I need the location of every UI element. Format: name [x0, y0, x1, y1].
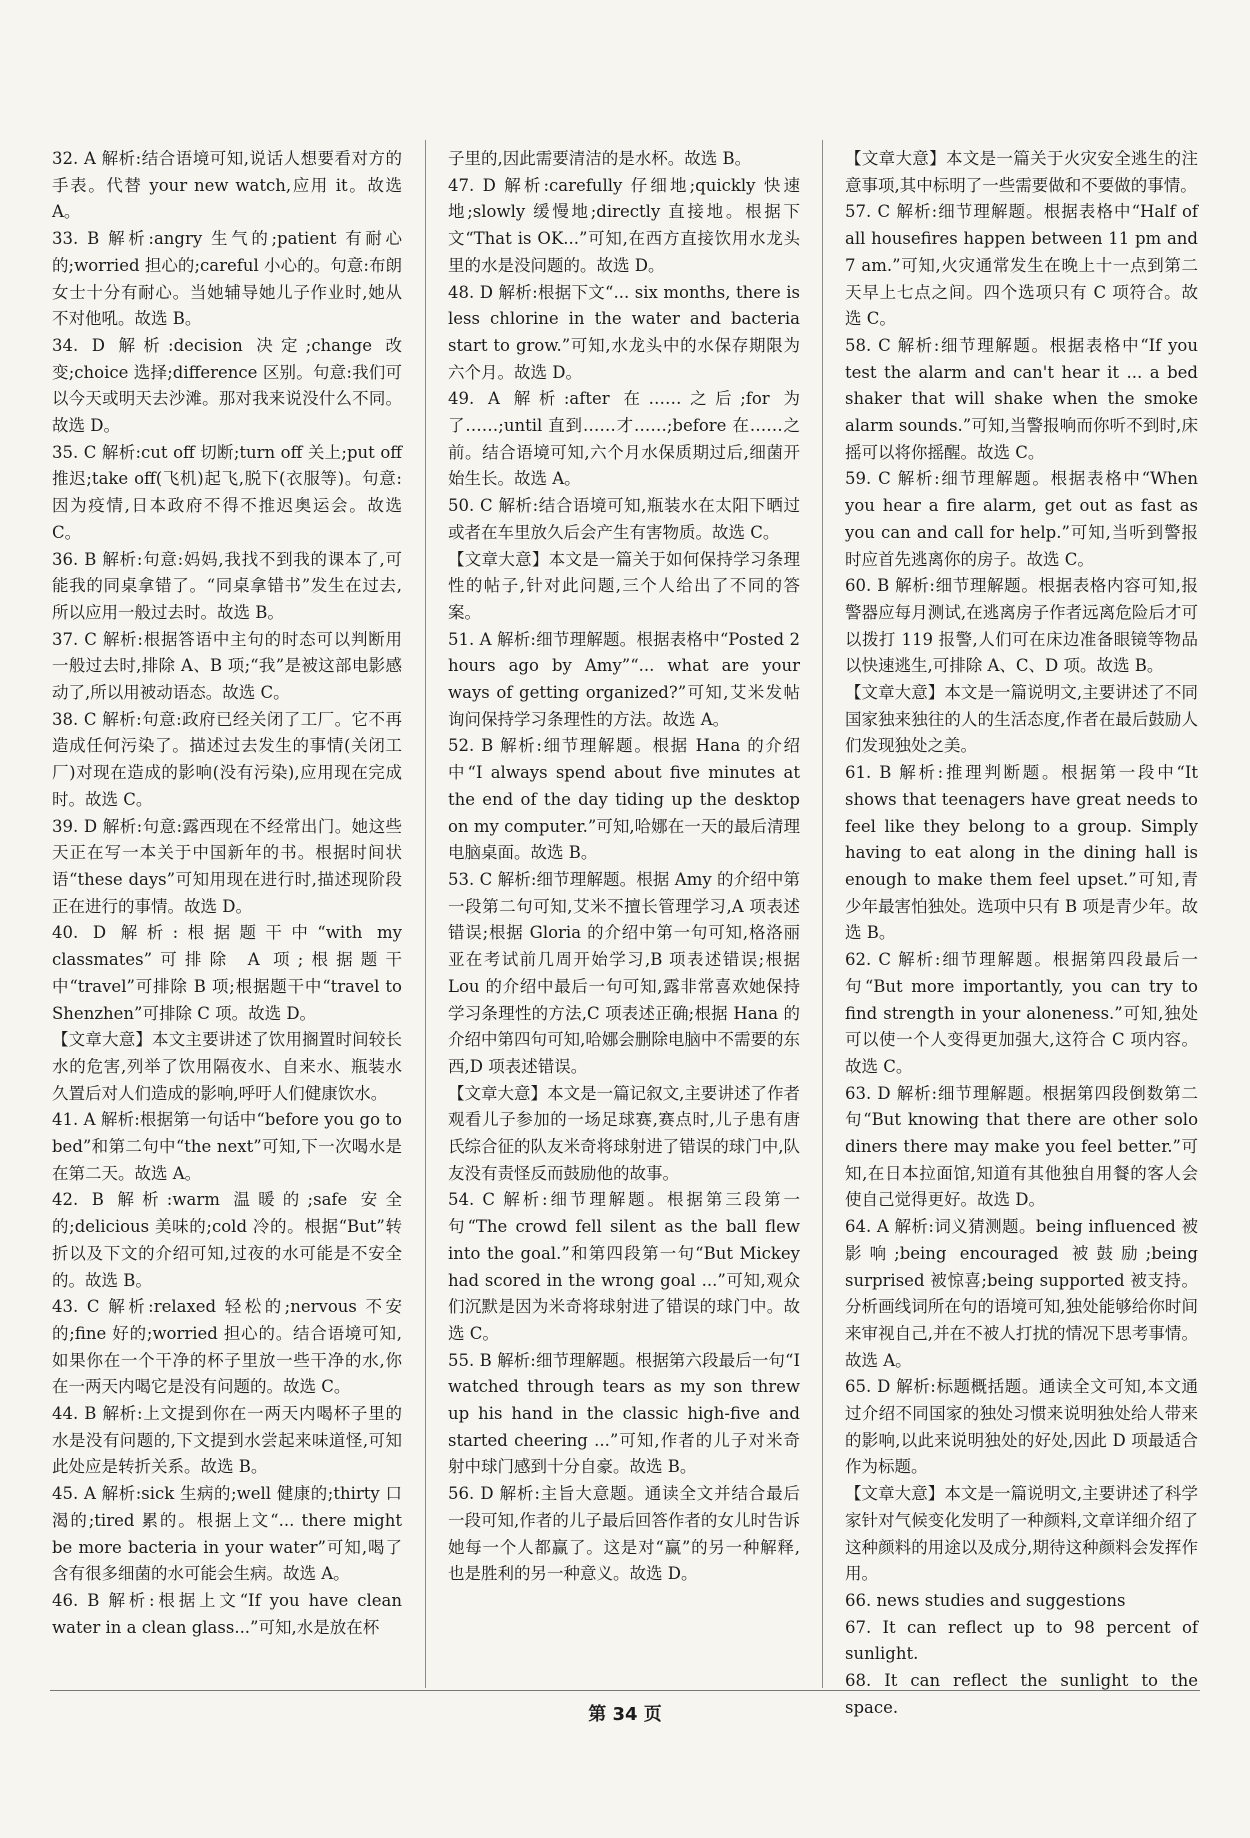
- answer-item: 56. D 解析:主旨大意题。通读全文并结合最后一段可知,作者的儿子最后回答作者的女儿时告诉她每一个人都赢了。这是对“赢”的另一种解释,也是胜利的另一种意义。故选 D。: [448, 1484, 800, 1584]
- answer-item: 34. D 解析:decision 决定;change 改变;choice 选择;difference 区别。句意:我们可以今天或明天去沙滩。那对我来说没什么不同。故选 D。: [52, 335, 402, 436]
- answer-item: 44. B 解析:上文提到你在一两天内喝杯子里的水是没有问题的,下文提到水尝起来味道怪,可知此处应是转折关系。故选 B。: [52, 1404, 402, 1477]
- answer-item: 33. B 解析:angry 生气的;patient 有耐心的;worried 担心的;careful 小心的。句意:布朗女士十分有耐心。当她辅导她儿子作业时,她从不对他吼。故选 B。: [52, 229, 402, 329]
- answer-item: 51. A 解析:细节理解题。根据表格中“Posted 2 hours ago by Amy”“... what are your ways of getting organized?”可知,艾米发帖询问保持学习条理性的方法。故选 A。: [448, 629, 800, 729]
- page-number: 第 34 页: [588, 1704, 662, 1725]
- answer-item: 37. C 解析:根据答语中主句的时态可以判断用一般过去时,排除 A、B 项;“我”是被这部电影感动了,所以用被动语态。故选 C。: [52, 629, 402, 703]
- answer-item: 62. C 解析:细节理解题。根据第四段最后一句“But more importantly, you can try to find strength in your aloneness.”可知,独处可以使一个人变得更加强大,这符合 C 项内容。故选 C。: [845, 950, 1199, 1076]
- article-summary: 【文章大意】本文是一篇说明文,主要讲述了科学家针对气候变化发明了一种颜料,文章详细介绍了这种颜料的用途以及成分,期待这种颜料会发挥作用。: [845, 1484, 1198, 1584]
- column-divider: [425, 140, 426, 1688]
- answer-item: 38. C 解析:句意:政府已经关闭了工厂。它不再造成任何污染了。描述过去发生的事情(关闭工厂)对现在造成的影响(没有污染),应用现在完成时。故选 C。: [52, 709, 402, 809]
- article-summary: 【文章大意】本文主要讲述了饮用搁置时间较长水的危害,列举了饮用隔夜水、自来水、瓶装水久置后对人们造成的影响,呼吁人们健康饮水。: [52, 1030, 402, 1103]
- answer-item: 54. C 解析:细节理解题。根据第三段第一句“The crowd fell silent as the ball flew into the goal.”和第四段第一句“But Mickey had scored in the wrong goal ...”可知,观众们沉默是因为米奇将球射进了错误的球门中。故选 C。: [448, 1190, 800, 1343]
- answer-item: 45. A 解析:sick 生病的;well 健康的;thirty 口渴的;tired 累的。根据上文“... there might be more bacteria in your water”可知,喝了含有很多细菌的水可能会生病。故选 A。: [52, 1484, 402, 1584]
- article-summary: 【文章大意】本文是一篇说明文,主要讲述了不同国家独来独往的人的生活态度,作者在最后鼓励人们发现独处之美。: [845, 683, 1198, 756]
- answer-item: 52. B 解析:细节理解题。根据 Hana 的介绍中“I always spend about five minutes at the end of the day tiding up the desktop on my computer.”可知,哈娜在一天的最后清理电脑桌面。故选 B。: [448, 736, 800, 863]
- answer-item: 63. D 解析:细节理解题。根据第四段倒数第二句“But knowing that there are other solo diners there may make you feel better.”可知,在日本拉面馆,知道有其他独自用餐的客人会使自己觉得更好。故选 D。: [845, 1083, 1198, 1210]
- column-middle: [448, 146, 800, 1588]
- answer-item: 36. B 解析:句意:妈妈,我找不到我的课本了,可能我的同桌拿错了。“同桌拿错书”发生在过去,所以应用一般过去时。故选 B。: [52, 549, 402, 622]
- article-summary: 【文章大意】本文是一篇关于火灾安全逃生的注意事项,其中标明了一些需要做和不要做的事情。: [845, 149, 1198, 195]
- answer-item: 61. B 解析:推理判断题。根据第一段中“It shows that teenagers have great needs to feel like they belong to a group. Simply having to eat along in the dining hall is enough to make them feel upset.”可知,青少年最害怕独处。选项中只有 B 项是青少年。故选 B。: [845, 763, 1198, 943]
- answer-item: 53. C 解析:细节理解题。根据 Amy 的介绍中第一段第二句可知,艾米不擅长管理学习,A 项表述错误;根据 Gloria 的介绍中第一句可知,格洛丽亚在考试前几周开始学习,B 项表述错误;根据 Lou 的介绍中最后一句可知,露非常喜欢她保持学习条理性的方法,C 项表述正确;根据 Hana 的介绍中第四句可知,哈娜会删除电脑中不需要的东西,D 项表述错误。: [448, 869, 800, 1076]
- answer-item: 64. A 解析:词义猜测题。being influenced 被影响;being encouraged 被鼓励;being surprised 被惊喜;being supported 被支持。分析画线词所在句的语境可知,独处能够给你时间来审视自己,并在不被人打扰的情况下思考事情。故选 A。: [845, 1217, 1198, 1370]
- answer-item: 50. C 解析:结合语境可知,瓶装水在太阳下晒过或者在车里放久后会产生有害物质。故选 C。: [448, 496, 800, 542]
- answer-item: 68. It can reflect the sunlight to the space.: [845, 1671, 1198, 1717]
- answer-item: 65. D 解析:标题概括题。通读全文可知,本文通过介绍不同国家的独处习惯来说明独处给人带来的影响,以此来说明独处的好处,因此 D 项最适合作为标题。: [845, 1377, 1198, 1477]
- answer-item: 67. It can reflect up to 98 percent of sunlight.: [845, 1617, 1198, 1664]
- column-left: [52, 146, 402, 1641]
- answer-item: 57. C 解析:细节理解题。根据表格中“Half of all housefires happen between 11 pm and 7 am.”可知,火灾通常发生在晚上十一点到第二天早上七点之间。四个选项只有 C 项符合。故选 C。: [845, 202, 1198, 329]
- answer-item: 40. D 解析:根据题干中“with my classmates”可排除 A 项;根据题干中“travel”可排除 B 项;根据题干中“travel to Shenzhen”可排除 C 项。故选 D。: [52, 923, 402, 1023]
- answer-item: 41. A 解析:根据第一句话中“before you go to bed”和第二句中“the next”可知,下一次喝水是在第二天。故选 A。: [52, 1110, 402, 1183]
- answer-item: 39. D 解析:句意:露西现在不经常出门。她这些天正在写一本关于中国新年的书。根据时间状语“these days”可知用现在进行时,描述现阶段正在进行的事情。故选 D。: [52, 816, 402, 916]
- answer-item: 59. C 解析:细节理解题。根据表格中“When you hear a fire alarm, get out as fast as you can and call for help.”可知,当听到警报时应首先逃离你的房子。故选 C。: [845, 469, 1198, 569]
- answer-item: 42. B 解析:warm 温暖的;safe 安全的;delicious 美味的;cold 冷的。根据“But”转折以及下文的介绍可知,过夜的水可能是不安全的。故选 B。: [52, 1190, 402, 1290]
- article-summary: 【文章大意】本文是一篇记叙文,主要讲述了作者观看儿子参加的一场足球赛,赛点时,儿子患有唐氏综合征的队友米奇将球射进了错误的球门中,队友没有责怪反而鼓励他的故事。: [448, 1083, 800, 1183]
- footer-rule: [50, 1690, 1200, 1691]
- answer-item: 48. D 解析:根据下文“... six months, there is less chlorine in the water and bacteria start to grow.”可知,水龙头中的水保存期限为六个月。故选 D。: [448, 282, 800, 382]
- article-summary: 【文章大意】本文是一篇关于如何保持学习条理性的帖子,针对此问题,三个人给出了不同的答案。: [448, 549, 800, 622]
- answer-item: 子里的,因此需要清洁的是水杯。故选 B。: [448, 149, 752, 168]
- answer-item: 43. C 解析:relaxed 轻松的;nervous 不安的;fine 好的;worried 担心的。结合语境可知,如果你在一个干净的杯子里放一些干净的水,你在一两天内喝它是没有问题的。故选 C。: [52, 1297, 402, 1397]
- answer-item: 60. B 解析:细节理解题。根据表格内容可知,报警器应每月测试,在逃离房子作者远离危险后才可以拨打 119 报警,人们可在床边准备眼镜等物品以快速逃生,可排除 A、C、D 项。故选 B。: [845, 576, 1198, 676]
- answer-item: 35. C 解析:cut off 切断;turn off 关上;put off 推迟;take off(飞机)起飞,脱下(衣服等)。句意:因为疫情,日本政府不得不推迟奥运会。故选 C。: [52, 442, 402, 542]
- answer-item: 47. D 解析:carefully 仔细地;quickly 快速地;slowly 缓慢地;directly 直接地。根据下文“That is OK...”可知,在西方直接饮用水龙头里的水是没问题的。故选 D。: [448, 175, 800, 275]
- answer-item: 55. B 解析:细节理解题。根据第六段最后一句“I watched through tears as my son threw up his hand in the classic high-five and started cheering ...”可知,作者的儿子对米奇射中球门感到十分自豪。故选 B。: [448, 1350, 800, 1477]
- answer-item: 32. A 解析:结合语境可知,说话人想要看对方的手表。代替 your new watch,应用 it。故选 A。: [52, 149, 402, 222]
- answer-item: 58. C 解析:细节理解题。根据表格中“If you test the alarm and can't hear it ... a bed shaker that will shake when the smoke alarm sounds.”可知,当警报响而你听不到时,床摇可以将你摇醒。故选 C。: [845, 335, 1198, 462]
- answer-item: 49. A 解析:after 在……之后;for 为了……;until 直到……才……;before 在……之前。结合语境可知,六个月水保质期过后,细菌开始生长。故选 A。: [448, 389, 800, 489]
- column-divider: [822, 140, 823, 1688]
- answer-item: 46. B 解析:根据上文“If you have clean water in a clean glass...”可知,水是放在杯: [52, 1590, 402, 1637]
- column-right: [845, 146, 1198, 1721]
- answer-item: 66. news studies and suggestions: [845, 1590, 1126, 1610]
